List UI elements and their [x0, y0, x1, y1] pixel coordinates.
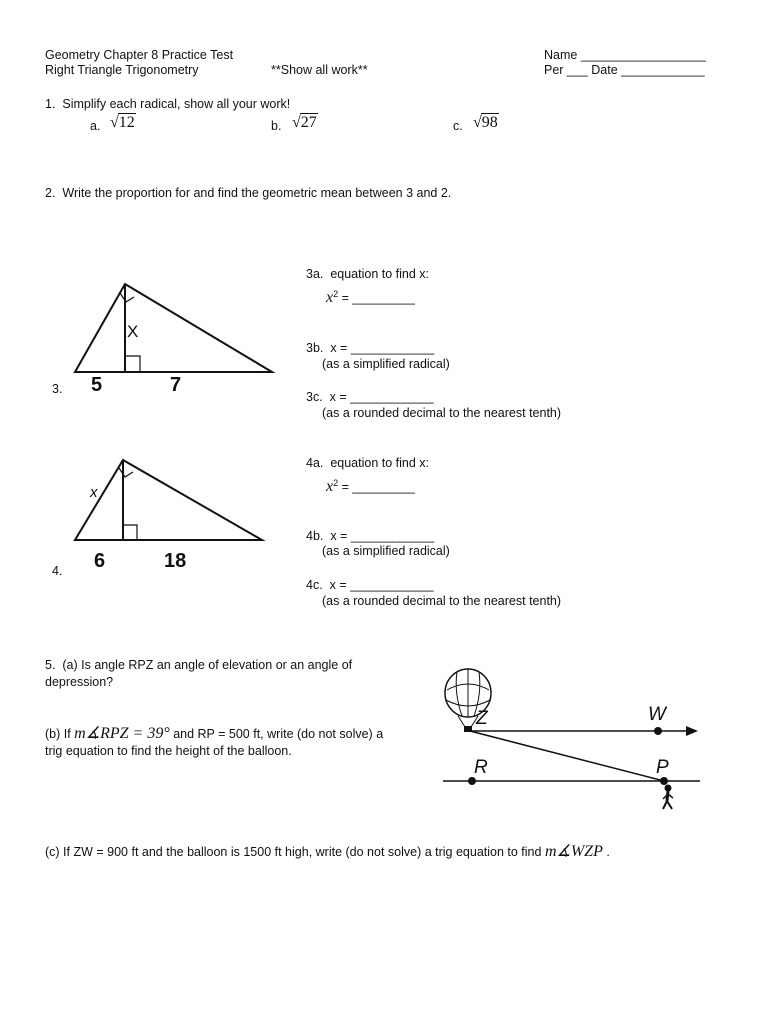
test-title: Geometry Chapter 8 Practice Test	[45, 48, 234, 62]
q1-prompt: 1. Simplify each radical, show all your work!	[45, 97, 291, 111]
q4-right-segment-label: 18	[164, 550, 187, 572]
q1-b-label: b.	[271, 119, 282, 133]
q1-c-radicand: 98	[481, 114, 498, 131]
q3a-eq-exp: 2	[333, 289, 339, 299]
q3a-eq-blank: = _________	[338, 291, 415, 306]
q4-number: 4.	[52, 564, 63, 578]
q3a-prompt: 3a. equation to find x:	[306, 267, 430, 281]
test-subtitle: Right Triangle Trigonometry	[45, 63, 199, 77]
q5b-prefix: (b) If	[45, 727, 75, 741]
point-w	[654, 727, 662, 735]
q3-right-segment-label: 7	[170, 374, 182, 396]
q1-a-label: a.	[90, 119, 101, 133]
q5c-math: m∡WZP	[544, 843, 603, 860]
q3-altitude-label: X	[127, 322, 139, 341]
label-p: P	[656, 757, 669, 778]
q2-prompt: 2. Write the proportion for and find the geometric mean between 3 and 2.	[45, 186, 452, 200]
q1-a-radical: √12	[110, 114, 135, 131]
q1-c-label: c.	[453, 119, 463, 133]
q1-a-radicand: 12	[118, 114, 135, 131]
q3-number: 3.	[52, 382, 63, 396]
q3-left-segment-label: 5	[91, 374, 103, 396]
q5c-end: .	[602, 845, 610, 859]
q4a-eq-exp: 2	[333, 478, 339, 488]
q4a-eq-blank: = _________	[338, 480, 415, 495]
q1-c-radical: √98	[473, 114, 498, 131]
q4c-note: (as a rounded decimal to the nearest tenth)	[322, 594, 562, 608]
q5a-line1: 5. (a) Is angle RPZ an angle of elevation or an angle of	[45, 658, 353, 672]
walking-person-icon	[663, 785, 673, 809]
q1-b-radicand: 27	[300, 114, 317, 131]
q3a-eq-var: x	[326, 289, 334, 307]
q3c-prompt[interactable]: 3c. x = ____________	[306, 390, 434, 404]
q5b-suffix: and RP = 500 ft, write (do not solve) a	[169, 727, 384, 741]
q4c-prompt[interactable]: 4c. x = ____________	[306, 578, 434, 592]
q3c-note: (as a rounded decimal to the nearest tenth)	[322, 406, 562, 420]
q3b-note: (as a simplified radical)	[322, 357, 450, 371]
label-z: Z	[476, 708, 488, 729]
q4a-eq-var: x	[326, 478, 334, 496]
q4-side-label: x	[90, 484, 98, 501]
point-p	[660, 777, 668, 785]
period-date-field[interactable]: Per ___ Date ____________	[544, 63, 705, 77]
q5b-math: m∡RPZ = 39°	[74, 725, 170, 742]
q1-b-radical: √27	[292, 114, 317, 131]
q3b-prompt[interactable]: 3b. x = ____________	[306, 341, 435, 355]
label-r: R	[474, 757, 488, 778]
q5c-body: (c) If ZW = 900 ft and the balloon is 1500 ft high, write (do not solve) a trig equation to find	[45, 845, 545, 859]
point-r	[468, 777, 476, 785]
zp-line	[470, 731, 664, 781]
arrow-head-icon	[686, 726, 698, 736]
q5b-line2: trig equation to find the height of the balloon.	[45, 744, 292, 758]
q4-left-segment-label: 6	[94, 550, 106, 572]
q4a-prompt: 4a. equation to find x:	[306, 456, 430, 470]
show-work-instruction: **Show all work**	[271, 63, 368, 77]
name-field[interactable]: Name __________________	[544, 48, 706, 62]
label-w: W	[648, 704, 666, 725]
q4b-note: (as a simplified radical)	[322, 544, 450, 558]
q5a-line2: depression?	[45, 675, 114, 689]
q4b-prompt[interactable]: 4b. x = ____________	[306, 529, 435, 543]
